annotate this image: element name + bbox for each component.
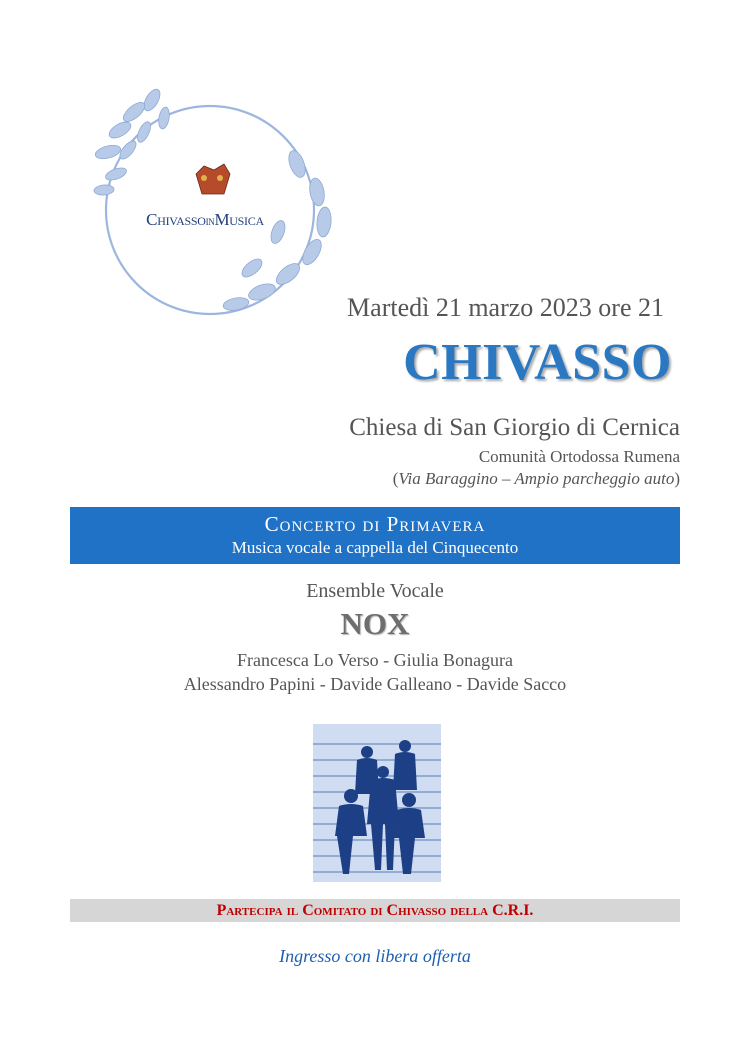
concert-banner (70, 507, 680, 564)
event-city: CHIVASSO (403, 334, 672, 391)
ensemble-name: NOX (340, 606, 410, 641)
concert-subtitle: Musica vocale a cappella del Cinquecento (231, 538, 519, 557)
ensemble-members-line-1: Francesca Lo Verso - Giulia Bonagura (236, 650, 514, 670)
leaf-branch-left (94, 87, 171, 196)
logo-wordmark (120, 210, 290, 230)
chivasso-in-musica-logo (92, 82, 342, 322)
logo-word-3: Musica (214, 210, 264, 229)
ensemble-label: Ensemble Vocale (306, 580, 444, 602)
event-community: Comunità Ortodossa Rumena (478, 447, 680, 466)
address-text: Via Baraggino – Ampio parcheggio auto (398, 469, 675, 488)
concert-title: Concerto di Primavera (264, 512, 486, 536)
emblem-icon (196, 164, 230, 194)
event-venue: Chiesa di San Giorgio di Cernica (349, 414, 680, 441)
ensemble-photo (313, 724, 441, 882)
ensemble-members-line-2: Alessandro Papini - Davide Galleano - Davide Sacco (183, 674, 567, 694)
address-open-paren: ( (392, 469, 399, 488)
leaf-branch-right (222, 148, 332, 312)
event-date-time: Martedì 21 marzo 2023 ore 21 (347, 293, 664, 322)
cri-participation-notice: Partecipa il Comitato di Chivasso della C.R.I. (70, 899, 680, 922)
entry-info: Ingresso con libera offerta (279, 946, 471, 966)
logo-word-2: in (205, 213, 215, 228)
logo-word-1: Chivasso (146, 210, 206, 229)
address-close-paren: ) (674, 469, 680, 488)
event-address (393, 469, 680, 489)
